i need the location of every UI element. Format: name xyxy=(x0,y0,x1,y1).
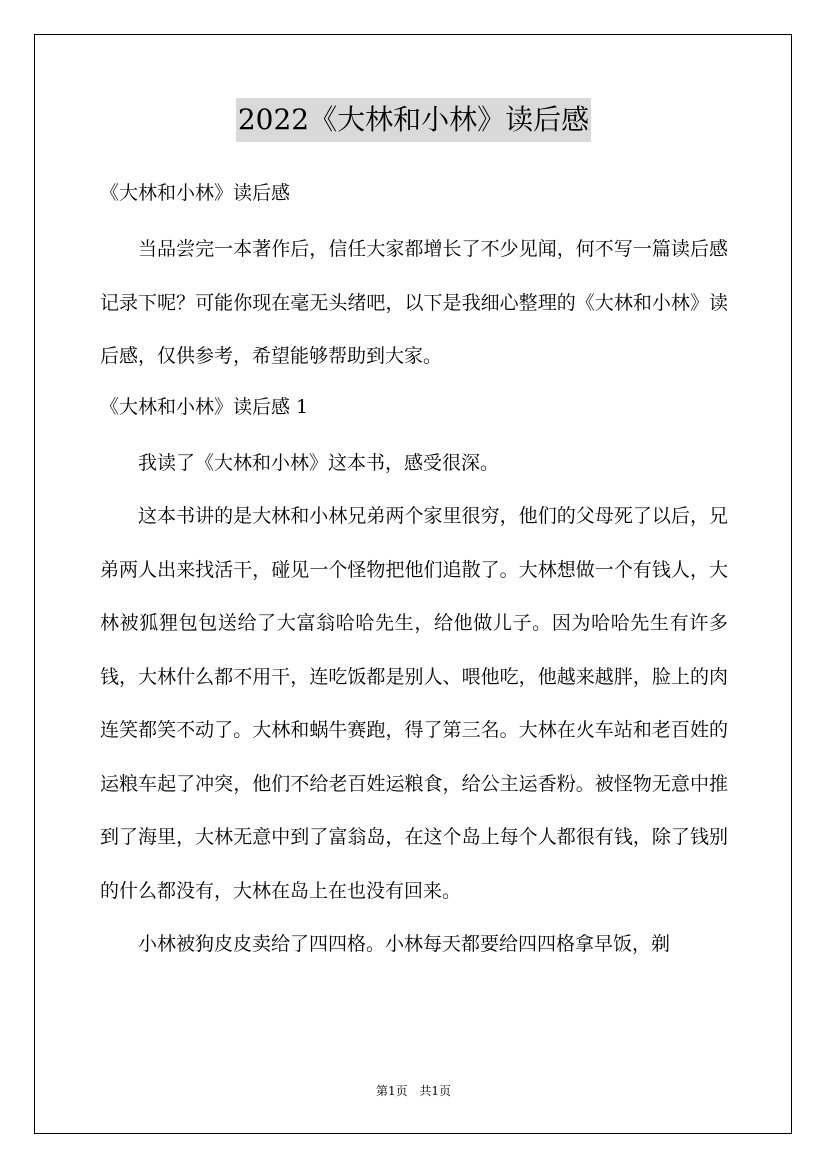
page-number: 第1页 xyxy=(375,1084,408,1098)
body-paragraph: 我读了《大林和小林》这本书，感受很深。 xyxy=(138,451,500,474)
document-body xyxy=(100,170,728,972)
body-paragraph: 这本书讲的是大林和小林兄弟两个家里很穷，他们的父母死了以后，兄弟两人出来找活干，碰见一个怪物把他们追散了。大林想做一个有钱人，大林被狐狸包包送给了大富翁哈哈先生，给他做儿子。因为哈哈先生有许多钱，大林什么都不用干，连吃饭都是别人、喂他吃，他越来越胖，脸上的肉连笑都笑不动了。大林和蜗牛赛跑，得了第三名。大林在火车站和老百姓的运粮车起了冲突，他们不给老百姓运粮食，给公主运香粉。被怪物无意中推到了海里，大林无意中到了富翁岛，在这个岛上每个人都很有钱，除了钱别的什么都没有，大林在岛上在也没有回来。 xyxy=(100,505,728,902)
document-title-text: 2022《大林和小林》读后感 xyxy=(236,98,591,142)
body-paragraph: 小林被狗皮皮卖给了四四格。小林每天都要给四四格拿早饭，剃 xyxy=(138,933,671,955)
document-title xyxy=(0,98,827,142)
body-paragraph: 当品尝完一本著作后，信任大家都增长了不少见闻，何不写一篇读后感记录下呢？可能你现在毫无头绪吧，以下是我细心整理的《大林和小林》读后感，仅供参考，希望能够帮助到大家。 xyxy=(100,238,728,367)
section-heading: 《大林和小林》读后感 1 xyxy=(100,395,309,418)
section-heading: 《大林和小林》读后感 xyxy=(100,182,291,204)
page-footer xyxy=(0,1082,827,1099)
total-pages: 共1页 xyxy=(419,1084,452,1098)
